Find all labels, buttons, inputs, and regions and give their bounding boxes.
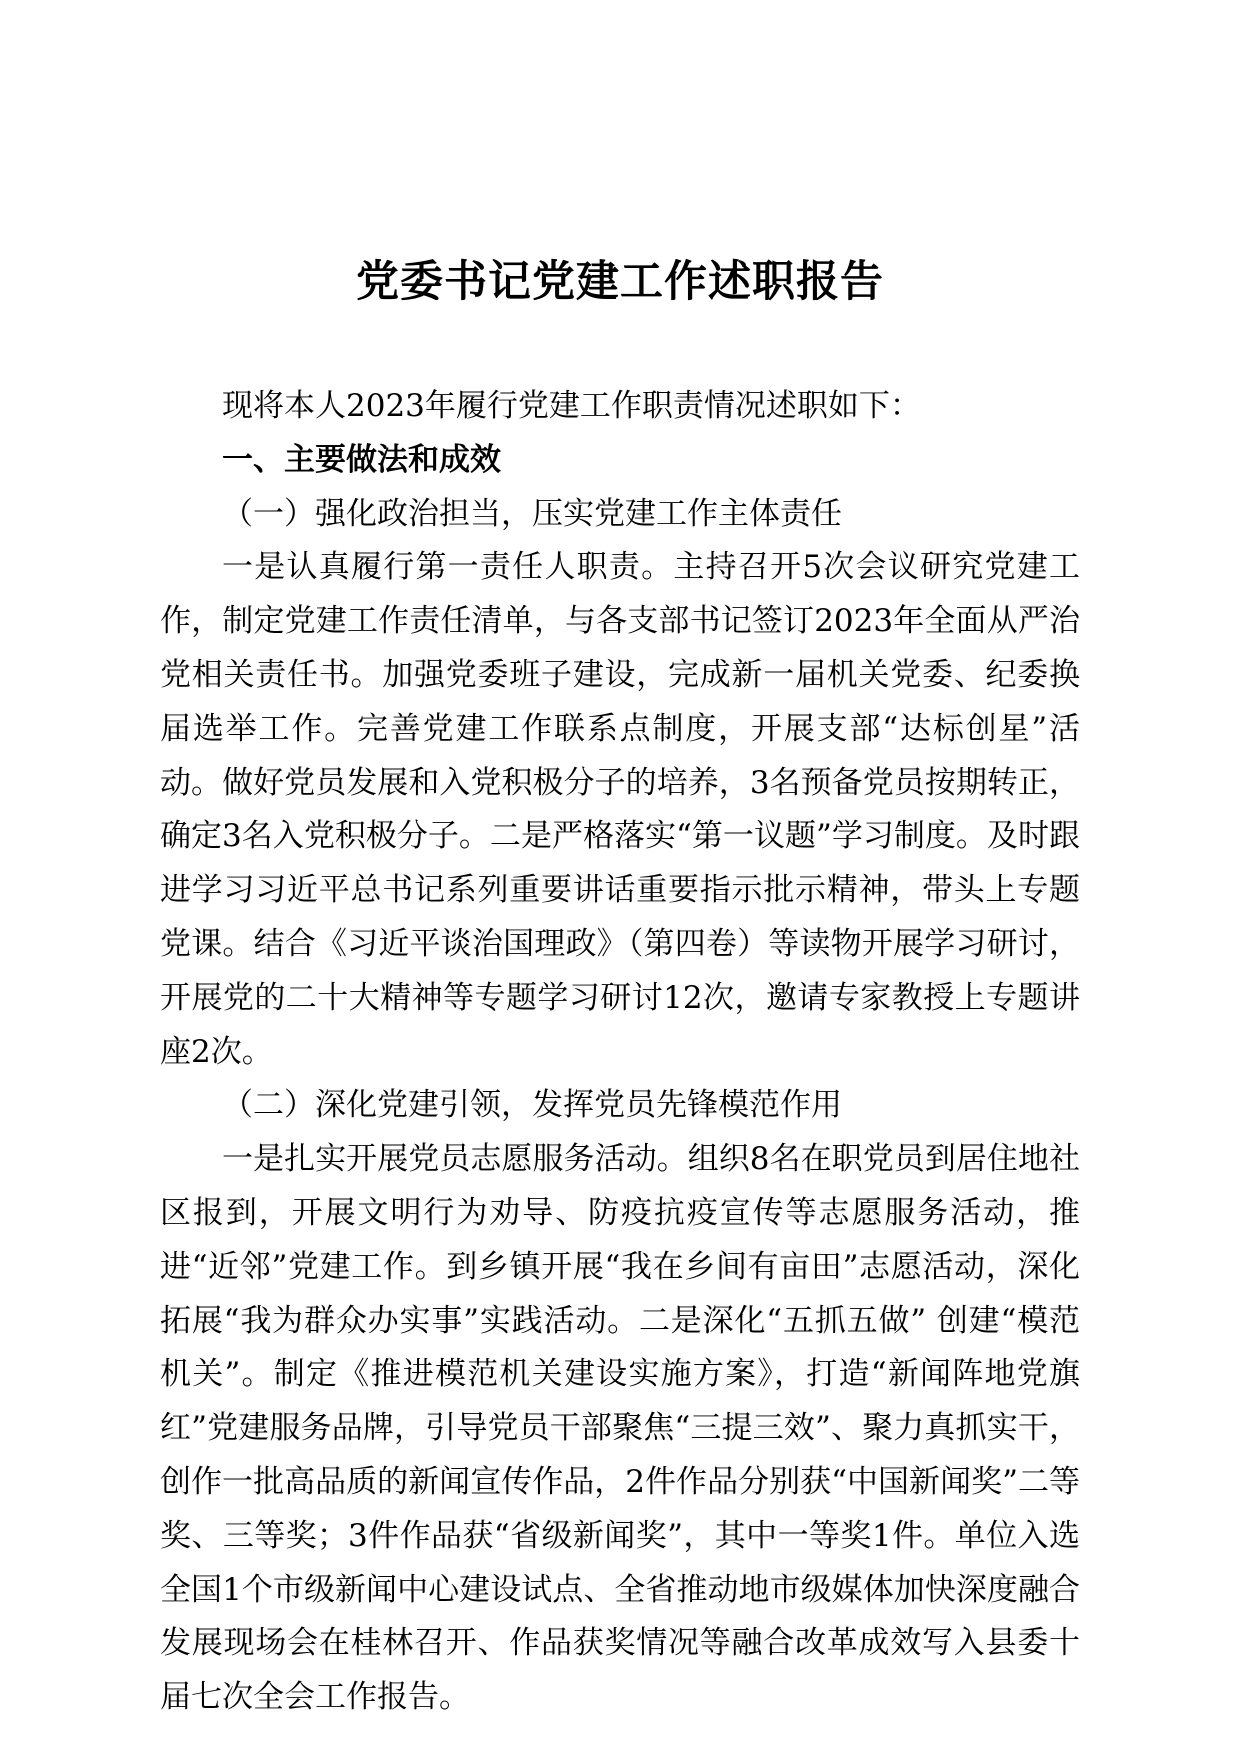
document-body bbox=[160, 380, 1080, 1725]
subsection-1-heading: （一）强化政治担当，压实党建工作主体责任 bbox=[222, 495, 842, 532]
document-title: 党委书记党建工作述职报告 bbox=[356, 257, 884, 307]
section-1-heading: 一、主要做法和成效 bbox=[222, 441, 501, 478]
subsection-2-paragraph: 一是扎实开展党员志愿服务活动。组织8名在职党员到居住地社区报到，开展文明行为劝导、防疫抗疫宣传等志愿服务活动，推进“近邻”党建工作。到乡镇开展“我在乡间有亩田”志愿活动，深化拓展“我为群众办实事”实践活动。二是深化“五抓五做” 创建“模范机关”。制定《推进模范机关建设实施方案》，打造“新闻阵地党旗红”党建服务品牌，引导党员干部聚焦“三提三效”、聚力真抓实干，创作一批高品质的新闻宣传作品，2件作品分别获“中国新闻奖”二等奖、三等奖；3件作品获“省级新闻奖”，其中一等奖1件。单位入选全国1个市级新闻中心建设试点、全省推动地市级媒体加快深度融合发展现场会在桂林召开、作品获奖情况等融合改革成效写入县委十届七次全会工作报告。 bbox=[160, 1141, 1080, 1716]
subsection-2-heading: （二）深化党建引领，发挥党员先锋模范作用 bbox=[222, 1087, 842, 1124]
subsection-1-paragraph: 一是认真履行第一责任人职责。主持召开5次会议研究党建工作，制定党建工作责任清单，与各支部书记签订2023年全面从严治党相关责任书。加强党委班子建设，完成新一届机关党委、纪委换届选举工作。完善党建工作联系点制度，开展支部“达标创星”活动。做好党员发展和入党积极分子的培养，3名预备党员按期转正，确定3名入党积极分子。二是严格落实“第一议题”学习制度。及时跟进学习习近平总书记系列重要讲话重要指示批示精神，带头上专题党课。结合《习近平谈治国理政》（第四卷）等读物开展学习研讨，开展党的二十大精神等专题学习研讨12次，邀请专家教授上专题讲座2次。 bbox=[160, 549, 1080, 1070]
intro-paragraph: 现将本人2023年履行党建工作职责情况述职如下： bbox=[222, 388, 921, 424]
